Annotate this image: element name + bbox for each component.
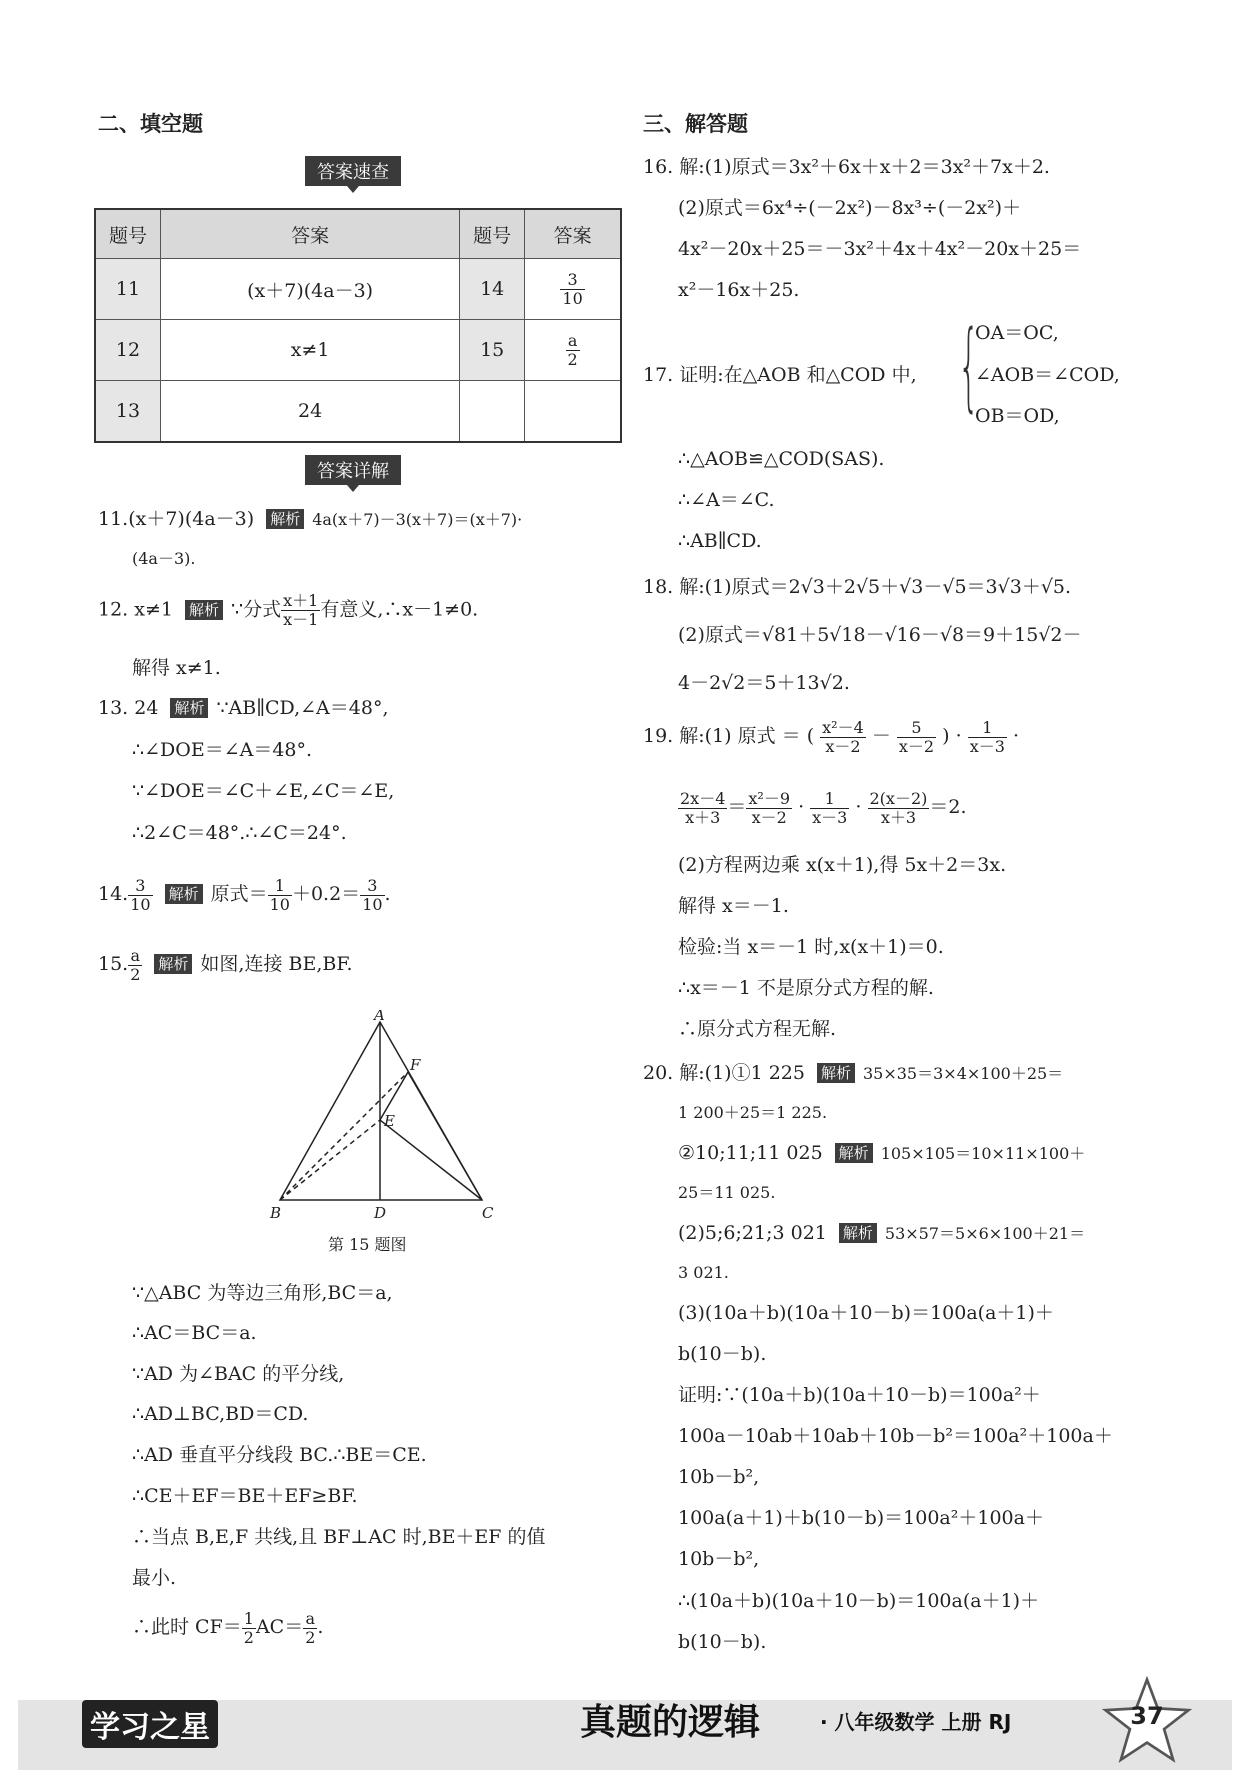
figure-caption: 第 15 题图 <box>328 1235 407 1254</box>
q15-final-pre: ∴此时 CF＝ <box>132 1616 242 1638</box>
fraction <box>128 947 142 984</box>
label-f: F <box>410 1056 421 1074</box>
fraction <box>968 719 1007 756</box>
denominator: x－2 <box>898 736 935 756</box>
q20-step: 10b－b², <box>678 1548 760 1570</box>
denominator: x＋3 <box>880 807 917 827</box>
q19-close: ) · <box>942 725 962 747</box>
numerator: 3 <box>128 877 152 896</box>
q20-head: 20. 解:(1)①1 225 <box>643 1062 805 1084</box>
q15-step: ∵△ABC 为等边三角形,BC＝a, <box>132 1282 393 1304</box>
table-header-row <box>95 209 621 259</box>
table-header: 答案 <box>161 209 460 259</box>
numerator: 3 <box>560 271 584 290</box>
table-cell-answer <box>525 320 621 381</box>
q15-line <box>98 942 353 986</box>
table-header: 题号 <box>95 209 161 259</box>
q19-line-1 <box>643 714 1019 758</box>
q20-line-4: 25＝11 025. <box>678 1183 776 1202</box>
q19-eq: ＝ <box>727 796 747 818</box>
table-cell-answer: (x＋7)(4a－3) <box>161 259 460 320</box>
segment-be <box>280 1120 380 1200</box>
fraction <box>820 719 866 756</box>
q20-line-6: 3 021. <box>678 1263 729 1282</box>
denominator: 2 <box>130 964 141 984</box>
denominator: x－2 <box>751 807 787 827</box>
fraction <box>560 271 584 308</box>
q15-num: 15. <box>98 953 129 975</box>
q20-line-3 <box>678 1140 1085 1167</box>
q13-line-3: ∴2∠C＝48°.∴∠C＝24°. <box>132 822 347 844</box>
q20-head: (2)5;6;21;3 021 <box>678 1222 827 1244</box>
q14-num: 14. <box>98 883 129 905</box>
q17-line: ∴AB∥CD. <box>678 530 762 552</box>
label-c: C <box>482 1204 494 1222</box>
q19-dot: · <box>1012 725 1020 747</box>
segment-fc <box>408 1072 482 1200</box>
q11-line <box>98 506 522 533</box>
triangle-abc <box>280 1022 482 1200</box>
denominator: 2 <box>305 1627 316 1647</box>
numerator: 1 <box>810 790 849 809</box>
denominator: 10 <box>130 894 151 914</box>
q13-line-1: ∴∠DOE＝∠A＝48°. <box>132 739 313 761</box>
q15-step: ∴AD⊥BC,BD＝CD. <box>132 1403 309 1425</box>
q19-step: ∴x＝－1 不是原分式方程的解. <box>678 977 934 999</box>
table-header: 答案 <box>525 209 621 259</box>
q15-step: ∵AD 为∠BAC 的平分线, <box>132 1363 345 1385</box>
denominator: 2 <box>567 349 578 369</box>
fraction <box>678 790 727 827</box>
banner-detailed-answers: 答案详解 <box>305 455 401 485</box>
q11-analysis: 4a(x＋7)－3(x＋7)＝(x＋7)· <box>312 510 523 529</box>
denominator: x－3 <box>812 807 848 827</box>
q12-pre: ∵分式 <box>231 598 282 621</box>
fraction <box>810 790 849 827</box>
q15-step: ∴CE＋EF＝BE＋EF≥BF. <box>132 1485 358 1507</box>
table-row <box>95 259 621 320</box>
denominator: 10 <box>269 894 290 914</box>
analysis-tag: 解析 <box>817 1063 855 1083</box>
q12-post: 有意义,∴x－1≠0. <box>320 598 479 621</box>
table-cell-num: 15 <box>460 320 525 381</box>
q18-line: 18. 解:(1)原式＝2√3＋2√5＋√3－√5＝3√3＋√5. <box>643 576 1072 598</box>
q20-step: 证明:∵(10a＋b)(10a＋10－b)＝100a²＋ <box>678 1384 1041 1406</box>
fraction <box>128 877 152 914</box>
denominator: 10 <box>362 894 383 914</box>
q15-step: ∴AD 垂直平分线段 BC.∴BE＝CE. <box>132 1444 427 1466</box>
triangle-figure <box>260 1010 500 1240</box>
q17-cond: ∠AOB＝∠COD, <box>975 364 1120 386</box>
q17-cond: OA＝OC, <box>975 322 1059 344</box>
label-b: B <box>270 1204 282 1222</box>
numerator: 2(x－2) <box>869 788 928 808</box>
q20-analysis: 35×35＝3×4×100＋25＝ <box>862 1064 1064 1083</box>
table-row <box>95 320 621 381</box>
q19-step: 检验:当 x＝－1 时,x(x＋1)＝0. <box>678 936 944 958</box>
q15-final-post: . <box>317 1616 324 1638</box>
numerator: 1 <box>968 719 1007 738</box>
fraction <box>303 1610 317 1647</box>
denominator: x－1 <box>283 610 319 629</box>
label-a: A <box>374 1010 385 1024</box>
q19-step: 解得 x＝－1. <box>678 895 789 917</box>
q16-line: 16. 解:(1)原式＝3x²＋6x＋x＋2＝3x²＋7x＋2. <box>643 156 1050 178</box>
q20-line-5 <box>678 1220 1085 1247</box>
table-cell-num: 11 <box>95 259 161 320</box>
q16-line: (2)原式＝6x⁴÷(－2x²)－8x³÷(－2x²)＋ <box>678 197 1022 219</box>
q15-final <box>132 1605 323 1649</box>
q15-step: ∴AC＝BC＝a. <box>132 1322 257 1344</box>
fraction <box>268 877 292 914</box>
q16-line: 4x²－20x＋25＝－3x²＋4x＋4x²－20x＋25＝ <box>678 238 1082 260</box>
segment-bf <box>280 1072 408 1200</box>
q19-result: ＝2. <box>929 796 967 818</box>
fraction <box>746 790 792 827</box>
analysis-tag: 解析 <box>835 1143 873 1163</box>
segment-ec <box>380 1120 482 1200</box>
analysis-tag: 解析 <box>154 954 192 974</box>
denominator: x－3 <box>969 736 1005 756</box>
q20-step: b(10－b). <box>678 1343 767 1365</box>
q11-cont: (4a－3). <box>132 549 196 568</box>
q19-line-2: $\frac{2x-4}{x+3}$ ＝ $\frac{\text{x²－9}}{x-2}$ · $\frac{1}{x-3}$ · $\frac{2(x-2)}{x+3}$ ＝2. <box>680 788 967 827</box>
q15-text: 如图,连接 BE,BF. <box>200 953 353 975</box>
q14-line <box>98 872 391 916</box>
fraction <box>868 790 930 827</box>
q20-step: (3)(10a＋b)(10a＋10－b)＝100a(a＋1)＋ <box>678 1302 1054 1324</box>
label-d: D <box>374 1204 387 1222</box>
q12-line <box>98 592 478 629</box>
analysis-tag: 解析 <box>266 509 304 529</box>
q19-step: ∴原分式方程无解. <box>678 1018 837 1040</box>
numerator: 3 <box>360 877 384 896</box>
numerator: a <box>303 1610 317 1629</box>
table-cell-answer <box>525 259 621 320</box>
table-cell-answer: x≠1 <box>161 320 460 381</box>
label-e: E <box>384 1112 395 1130</box>
q16-line: x²－16x＋25. <box>678 279 800 301</box>
table-cell-num: 14 <box>460 259 525 320</box>
numerator: x＋1 <box>283 591 319 610</box>
table-header: 题号 <box>460 209 525 259</box>
q20-line-1 <box>643 1060 1063 1087</box>
q13-line <box>98 695 389 721</box>
q20-analysis: 105×105＝10×11×100＋ <box>880 1144 1086 1163</box>
numerator: x²－9 <box>748 788 791 808</box>
q12-cont: 解得 x≠1. <box>132 657 221 679</box>
analysis-tag: 解析 <box>165 884 203 904</box>
numerator: x²－4 <box>822 717 864 737</box>
q19-step: (2)方程两边乘 x(x＋1),得 5x＋2＝3x. <box>678 854 1007 876</box>
table-cell-num: 12 <box>95 320 161 381</box>
denominator: 10 <box>562 288 583 308</box>
fraction <box>897 719 936 756</box>
q18-line: (2)原式＝√81＋5√18－√16－√8＝9＋15√2－ <box>678 624 1082 646</box>
numerator: 1 <box>243 1608 254 1628</box>
fraction <box>360 877 384 914</box>
numerator: 1 <box>268 877 292 896</box>
q14-mid: ＋0.2＝ <box>291 883 361 905</box>
banner-quick-answers: 答案速查 <box>305 156 401 186</box>
numerator: a <box>128 947 142 966</box>
denominator: 2 <box>243 1627 254 1647</box>
q13-analysis: ∵AB∥CD,∠A＝48°, <box>216 697 389 719</box>
analysis-tag: 解析 <box>839 1223 877 1243</box>
table-cell-answer <box>525 381 621 443</box>
q12-answer: 12. x≠1 <box>98 598 173 621</box>
q17-line: ∴∠A＝∠C. <box>678 489 775 511</box>
footer-title: 真题的逻辑 <box>580 1702 761 1743</box>
q18-line: 4－2√2＝5＋13√2. <box>678 672 850 694</box>
table-row <box>95 381 621 443</box>
page-number: 37 <box>1130 1702 1164 1730</box>
denominator: x－2 <box>825 736 861 756</box>
q15-step: ∴当点 B,E,F 共线,且 BF⊥AC 时,BE＋EF 的值 <box>132 1526 546 1548</box>
fraction <box>566 332 580 369</box>
fraction <box>281 592 320 629</box>
q13-line-2: ∵∠DOE＝∠C＋∠E,∠C＝∠E, <box>132 780 395 802</box>
brand-logo: 学习之星 <box>82 1700 218 1748</box>
analysis-tag: 解析 <box>185 600 223 620</box>
numerator: 2x－4 <box>680 788 726 808</box>
q15-step: 最小. <box>132 1567 177 1589</box>
brace-icon: { <box>958 310 980 422</box>
q20-step: ∴(10a＋b)(10a＋10－b)＝100a(a＋1)＋ <box>678 1590 1040 1612</box>
q17-pre: 17. 证明:在△AOB 和△COD 中, <box>643 364 917 386</box>
q20-head: ②10;11;11 025 <box>678 1142 823 1164</box>
q20-line-2: 1 200＋25＝1 225. <box>678 1103 828 1122</box>
q19-pre: 19. 解:(1) 原式 ＝ ( <box>643 725 815 747</box>
table-cell-answer: 24 <box>161 381 460 443</box>
q19-minus: － <box>871 725 891 747</box>
q15-final-mid: AC＝ <box>255 1616 304 1638</box>
numerator: a <box>566 332 580 351</box>
table-cell-num: 13 <box>95 381 161 443</box>
answer-table <box>94 208 622 443</box>
q17-line: ∴△AOB≌△COD(SAS). <box>678 448 885 470</box>
q20-step: 100a(a＋1)＋b(10－b)＝100a²＋100a＋ <box>678 1507 1044 1529</box>
q14-post: . <box>384 883 391 905</box>
q20-step: b(10－b). <box>678 1631 767 1653</box>
q20-step: 10b－b², <box>678 1466 760 1488</box>
section-title-fill-blank: 二、填空题 <box>98 112 203 136</box>
q13-answer: 13. 24 <box>98 697 159 719</box>
q11-answer: 11.(x＋7)(4a－3) <box>98 508 255 530</box>
q17-cond: OB＝OD, <box>975 405 1060 427</box>
q14-pre: 原式＝ <box>210 883 268 905</box>
footer-subtitle: · 八年级数学 上册 RJ <box>820 1710 1012 1734</box>
q20-analysis: 53×57＝5×6×100＋21＝ <box>884 1224 1086 1243</box>
numerator: 5 <box>897 719 936 738</box>
q20-step: 100a－10ab＋10ab＋10b－b²＝100a²＋100a＋ <box>678 1425 1113 1447</box>
denominator: x＋3 <box>685 807 721 827</box>
analysis-tag: 解析 <box>170 698 208 718</box>
section-title-solve: 三、解答题 <box>643 112 748 136</box>
fraction <box>242 1610 256 1647</box>
table-cell-num <box>460 381 525 443</box>
